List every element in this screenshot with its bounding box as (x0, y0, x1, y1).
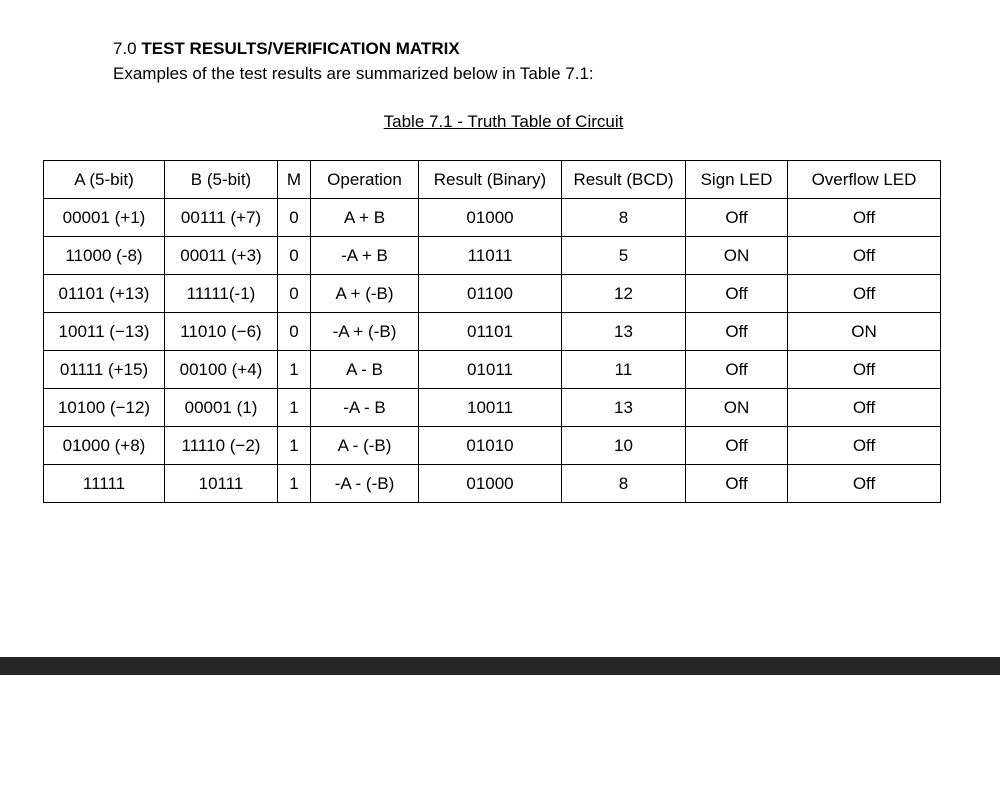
header-overflow-led: Overflow LED (788, 161, 941, 199)
cell-overflow-led: Off (788, 237, 941, 275)
cell-result-bcd: 12 (562, 275, 686, 313)
cell-result-bcd: 13 (562, 389, 686, 427)
cell-result-binary: 01011 (419, 351, 562, 389)
cell-a: 01000 (+8) (44, 427, 165, 465)
cell-result-bcd: 10 (562, 427, 686, 465)
cell-operation: -A + (-B) (311, 313, 419, 351)
table-row (44, 199, 941, 237)
cell-operation: A - B (311, 351, 419, 389)
cell-sign-led: ON (686, 237, 788, 275)
cell-overflow-led: Off (788, 351, 941, 389)
cell-m: 0 (278, 199, 311, 237)
cell-result-binary: 01100 (419, 275, 562, 313)
cell-b: 11110 (−2) (165, 427, 278, 465)
cell-operation: A + B (311, 199, 419, 237)
cell-b: 00001 (1) (165, 389, 278, 427)
table-row (44, 465, 941, 503)
cell-b: 10111 (165, 465, 278, 503)
cell-a: 01101 (+13) (44, 275, 165, 313)
cell-m: 1 (278, 427, 311, 465)
table-row (44, 389, 941, 427)
cell-a: 10100 (−12) (44, 389, 165, 427)
cell-sign-led: Off (686, 427, 788, 465)
cell-result-binary: 01010 (419, 427, 562, 465)
cell-b: 11010 (−6) (165, 313, 278, 351)
cell-result-bcd: 8 (562, 199, 686, 237)
cell-result-bcd: 8 (562, 465, 686, 503)
header-sign-led: Sign LED (686, 161, 788, 199)
cell-sign-led: Off (686, 313, 788, 351)
cell-a: 10011 (−13) (44, 313, 165, 351)
cell-result-binary: 01000 (419, 465, 562, 503)
intro-text: Examples of the test results are summarized below in Table 7.1: (113, 64, 594, 83)
cell-m: 1 (278, 351, 311, 389)
header-result-bcd: Result (BCD) (562, 161, 686, 199)
cell-overflow-led: Off (788, 389, 941, 427)
cell-result-binary: 11011 (419, 237, 562, 275)
cell-sign-led: Off (686, 351, 788, 389)
cell-a: 11111 (44, 465, 165, 503)
cell-overflow-led: Off (788, 199, 941, 237)
header-m: M (278, 161, 311, 199)
cell-sign-led: Off (686, 199, 788, 237)
table-caption: Table 7.1 - Truth Table of Circuit (383, 112, 624, 131)
table-row (44, 275, 941, 313)
section-title: TEST RESULTS/VERIFICATION MATRIX (141, 39, 460, 58)
cell-operation: -A - B (311, 389, 419, 427)
cell-sign-led: ON (686, 389, 788, 427)
header-a: A (5-bit) (44, 161, 165, 199)
cell-overflow-led: ON (788, 313, 941, 351)
cell-result-binary: 10011 (419, 389, 562, 427)
cell-a: 01111 (+15) (44, 351, 165, 389)
cell-operation: -A + B (311, 237, 419, 275)
cell-result-bcd: 5 (562, 237, 686, 275)
cell-operation: A - (-B) (311, 427, 419, 465)
cell-a: 00001 (+1) (44, 199, 165, 237)
cell-operation: -A - (-B) (311, 465, 419, 503)
cell-operation: A + (-B) (311, 275, 419, 313)
table-row (44, 351, 941, 389)
cell-m: 0 (278, 313, 311, 351)
cell-m: 0 (278, 237, 311, 275)
table-row (44, 313, 941, 351)
table-row (44, 237, 941, 275)
cell-b: 00111 (+7) (165, 199, 278, 237)
cell-sign-led: Off (686, 275, 788, 313)
header-b: B (5-bit) (165, 161, 278, 199)
cell-result-bcd: 11 (562, 351, 686, 389)
cell-a: 11000 (-8) (44, 237, 165, 275)
truth-table (43, 160, 941, 503)
section-number: 7.0 (113, 39, 137, 58)
cell-b: 11111(-1) (165, 275, 278, 313)
cell-result-bcd: 13 (562, 313, 686, 351)
cell-sign-led: Off (686, 465, 788, 503)
header-operation: Operation (311, 161, 419, 199)
cell-b: 00100 (+4) (165, 351, 278, 389)
cell-m: 1 (278, 389, 311, 427)
cell-result-binary: 01101 (419, 313, 562, 351)
table-row (44, 427, 941, 465)
cell-b: 00011 (+3) (165, 237, 278, 275)
cell-overflow-led: Off (788, 427, 941, 465)
section-heading (113, 38, 460, 60)
table-header-row (44, 161, 941, 199)
page-divider-bar (0, 657, 1000, 675)
cell-m: 0 (278, 275, 311, 313)
cell-result-binary: 01000 (419, 199, 562, 237)
cell-m: 1 (278, 465, 311, 503)
header-result-binary: Result (Binary) (419, 161, 562, 199)
cell-overflow-led: Off (788, 275, 941, 313)
cell-overflow-led: Off (788, 465, 941, 503)
